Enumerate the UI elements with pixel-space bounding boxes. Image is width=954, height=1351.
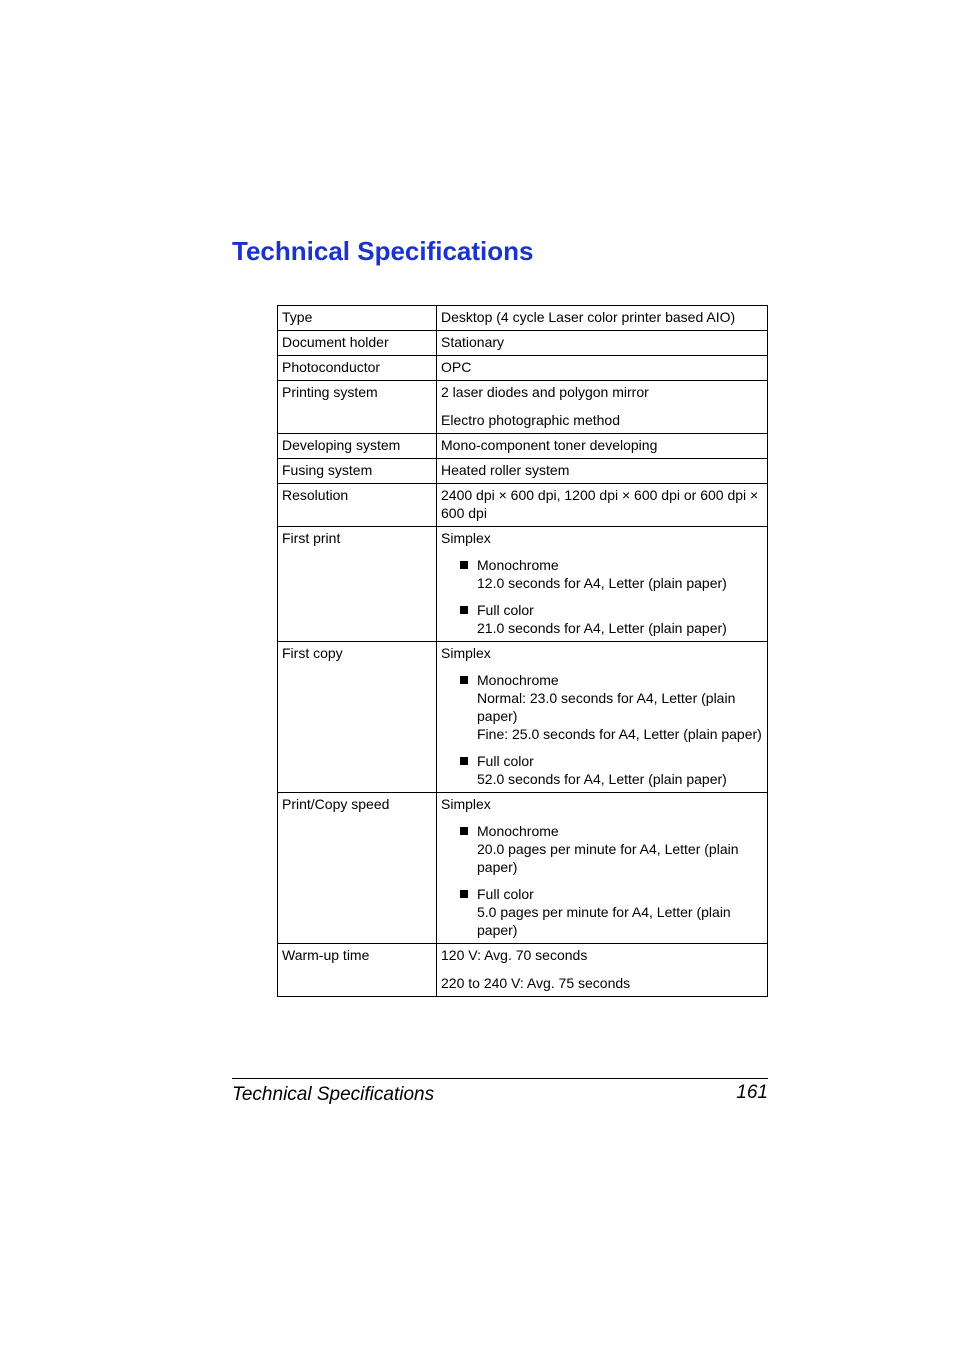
bullet-title: Full color bbox=[477, 886, 534, 902]
spec-table bbox=[277, 305, 768, 997]
bullet-title: Full color bbox=[477, 753, 534, 769]
spec-label: Type bbox=[278, 306, 437, 331]
table-row bbox=[278, 642, 768, 793]
table-row bbox=[278, 484, 768, 527]
spec-value bbox=[437, 484, 768, 527]
table-row bbox=[278, 381, 768, 434]
square-bullet-icon bbox=[460, 606, 468, 614]
spec-paragraph: Simplex bbox=[441, 530, 491, 546]
table-row bbox=[278, 434, 768, 459]
spec-paragraph: Desktop (4 cycle Laser color printer based AIO) bbox=[441, 309, 736, 325]
square-bullet-icon bbox=[460, 890, 468, 898]
spec-label: Document holder bbox=[278, 331, 437, 356]
list-item bbox=[441, 671, 763, 743]
spec-paragraph: 220 to 240 V: Avg. 75 seconds bbox=[441, 975, 631, 991]
page-title: Technical Specifications bbox=[232, 236, 534, 266]
spec-value bbox=[437, 306, 768, 331]
bullet-detail: 52.0 seconds for A4, Letter (plain paper) bbox=[477, 771, 727, 787]
bullet-title: Monochrome bbox=[477, 823, 559, 839]
list-item bbox=[441, 556, 763, 592]
table-row bbox=[278, 306, 768, 331]
bullet-detail: Fine: 25.0 seconds for A4, Letter (plain paper) bbox=[477, 726, 762, 742]
list-item bbox=[441, 885, 763, 939]
spec-table-body bbox=[278, 306, 768, 997]
footer-page-number: 161 bbox=[736, 1082, 768, 1103]
list-item bbox=[441, 601, 763, 637]
spec-value bbox=[437, 459, 768, 484]
table-row bbox=[278, 459, 768, 484]
square-bullet-icon bbox=[460, 561, 468, 569]
spec-value bbox=[437, 356, 768, 381]
spec-label: Photoconductor bbox=[278, 356, 437, 381]
spec-paragraph: Electro photographic method bbox=[441, 412, 620, 428]
spec-paragraph: Heated roller system bbox=[441, 462, 570, 478]
spec-label: First copy bbox=[278, 642, 437, 793]
table-row bbox=[278, 944, 768, 997]
square-bullet-icon bbox=[460, 676, 468, 684]
footer-title: Technical Specifications bbox=[232, 1084, 435, 1105]
bullet-title: Monochrome bbox=[477, 557, 559, 573]
table-row bbox=[278, 331, 768, 356]
spec-paragraph: 120 V: Avg. 70 seconds bbox=[441, 947, 588, 963]
spec-paragraph: 2 laser diodes and polygon mirror bbox=[441, 384, 649, 400]
bullet-list bbox=[441, 822, 763, 939]
spec-value bbox=[437, 381, 768, 434]
table-row bbox=[278, 793, 768, 944]
bullet-detail: 12.0 seconds for A4, Letter (plain paper) bbox=[477, 575, 727, 591]
spec-value bbox=[437, 527, 768, 642]
bullet-list bbox=[441, 556, 763, 637]
spec-paragraph: Stationary bbox=[441, 334, 505, 350]
bullet-detail: 21.0 seconds for A4, Letter (plain paper) bbox=[477, 620, 727, 636]
spec-paragraph: Simplex bbox=[441, 796, 491, 812]
spec-label: Print/Copy speed bbox=[278, 793, 437, 944]
spec-label: Resolution bbox=[278, 484, 437, 527]
square-bullet-icon bbox=[460, 827, 468, 835]
spec-value bbox=[437, 331, 768, 356]
bullet-detail: 5.0 pages per minute for A4, Letter (plain paper) bbox=[477, 904, 731, 938]
bullet-detail: Normal: 23.0 seconds for A4, Letter (plain paper) bbox=[477, 690, 736, 724]
bullet-list bbox=[441, 671, 763, 788]
spec-paragraph: Simplex bbox=[441, 645, 491, 661]
bullet-detail: 20.0 pages per minute for A4, Letter (plain paper) bbox=[477, 841, 739, 875]
list-item bbox=[441, 752, 763, 788]
bullet-title: Monochrome bbox=[477, 672, 559, 688]
spec-value bbox=[437, 434, 768, 459]
spec-label: Fusing system bbox=[278, 459, 437, 484]
spec-label: Developing system bbox=[278, 434, 437, 459]
list-item bbox=[441, 822, 763, 876]
spec-label: First print bbox=[278, 527, 437, 642]
spec-paragraph: OPC bbox=[441, 359, 472, 375]
spec-label: Warm-up time bbox=[278, 944, 437, 997]
bullet-title: Full color bbox=[477, 602, 534, 618]
table-row bbox=[278, 527, 768, 642]
spec-paragraph: 2400 dpi × 600 dpi, 1200 dpi × 600 dpi or 600 dpi × 600 dpi bbox=[441, 487, 759, 521]
spec-paragraph: Mono-component toner developing bbox=[441, 437, 658, 453]
spec-label: Printing system bbox=[278, 381, 437, 434]
spec-value bbox=[437, 793, 768, 944]
footer-divider bbox=[232, 1078, 768, 1079]
table-row bbox=[278, 356, 768, 381]
spec-value bbox=[437, 642, 768, 793]
square-bullet-icon bbox=[460, 757, 468, 765]
spec-value bbox=[437, 944, 768, 997]
